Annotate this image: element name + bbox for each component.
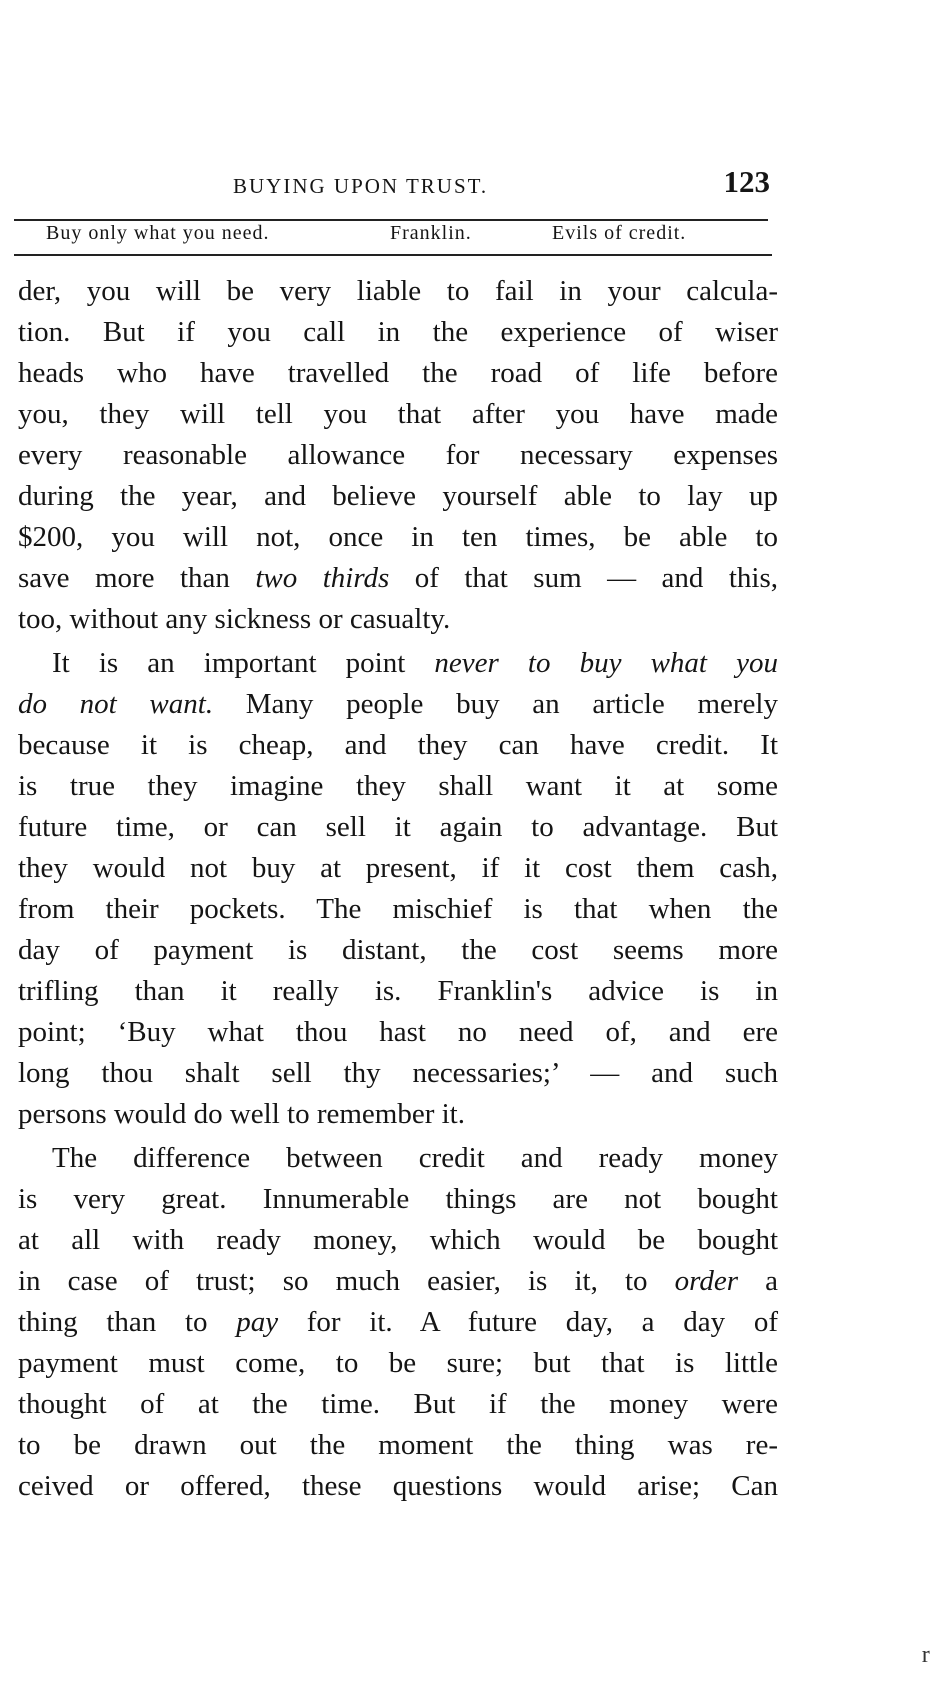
running-head xyxy=(18,164,770,204)
topic-buy-only: Buy only what you need. xyxy=(46,222,270,244)
page-number: 123 xyxy=(723,164,770,199)
text-run: for it. A future day, a day of xyxy=(278,1306,778,1338)
text-run: of that sum — and this, xyxy=(389,562,778,594)
ink-mark-icon: ʳ xyxy=(921,1637,930,1682)
text-line: at all with ready money, which would be bought xyxy=(18,1224,778,1256)
topic-franklin: Franklin. xyxy=(390,222,472,244)
text-run: thing than to xyxy=(18,1306,237,1338)
text-line: during the year, and believe yourself able to lay up xyxy=(18,480,778,512)
text-line: too, without any sickness or casualty. xyxy=(18,603,451,635)
italic-pay: pay xyxy=(236,1306,279,1338)
text-line: point; ‘Buy what thou hast no need of, and ere xyxy=(18,1016,778,1048)
text-line: $200, you will not, once in ten times, be able to xyxy=(18,521,778,553)
text-line: long thou shalt sell thy necessaries;’ — and such xyxy=(18,1057,778,1089)
text-line xyxy=(18,684,778,725)
italic-do-not-want: do not want. xyxy=(18,688,214,720)
text-line xyxy=(18,1261,778,1302)
paragraph-2 xyxy=(18,643,778,1135)
italic-never-to-buy: never to buy what you xyxy=(434,647,778,679)
topic-evils-of-credit: Evils of credit. xyxy=(552,222,687,244)
text-line: is true they imagine they shall want it at some xyxy=(18,770,778,802)
header-rule-top xyxy=(14,219,768,221)
text-line: they would not buy at present, if it cost them cash, xyxy=(18,852,778,884)
text-line: every reasonable allowance for necessary expenses xyxy=(18,439,778,471)
italic-order: order xyxy=(674,1265,738,1297)
topic-headings xyxy=(46,222,766,252)
header-rule-bottom xyxy=(14,254,772,256)
text-line: thought of at the time. But if the money were xyxy=(18,1388,778,1420)
text-run: It is an important point xyxy=(52,647,435,679)
italic-two-thirds: two thirds xyxy=(255,562,390,594)
body-text xyxy=(18,271,778,1507)
text-line: because it is cheap, and they can have credit. It xyxy=(18,729,778,761)
paragraph-1 xyxy=(18,271,778,640)
text-line: you, they will tell you that after you have made xyxy=(18,398,778,430)
running-title: BUYING UPON TRUST. xyxy=(233,174,489,198)
text-line: trifling than it really is. Franklin's advice is in xyxy=(18,975,778,1007)
text-line: from their pockets. The mischief is that when the xyxy=(18,893,778,925)
paragraph-3 xyxy=(18,1138,778,1507)
text-line xyxy=(18,1302,778,1343)
text-line: heads who have travelled the road of life before xyxy=(18,357,778,389)
text-run: a xyxy=(738,1265,778,1297)
text-run: in case of trust; so much easier, is it, to xyxy=(18,1265,675,1297)
text-run: Many people buy an article merely xyxy=(213,688,778,720)
text-line: payment must come, to be sure; but that is little xyxy=(18,1347,778,1379)
text-line xyxy=(18,643,778,684)
text-line: tion. But if you call in the experience of wiser xyxy=(18,316,778,348)
text-line: to be drawn out the moment the thing was re- xyxy=(18,1429,778,1461)
text-line: day of payment is distant, the cost seems more xyxy=(18,934,778,966)
text-line xyxy=(18,558,778,599)
text-line: ceived or offered, these questions would arise; Can xyxy=(18,1470,778,1502)
text-line: The difference between credit and ready money xyxy=(52,1142,778,1174)
text-line: der, you will be very liable to fail in your calcula- xyxy=(18,275,778,307)
text-line: is very great. Innumerable things are not bought xyxy=(18,1183,778,1215)
text-line: persons would do well to remember it. xyxy=(18,1098,465,1130)
text-line: future time, or can sell it again to advantage. But xyxy=(18,811,778,843)
text-run: save more than xyxy=(18,562,256,594)
